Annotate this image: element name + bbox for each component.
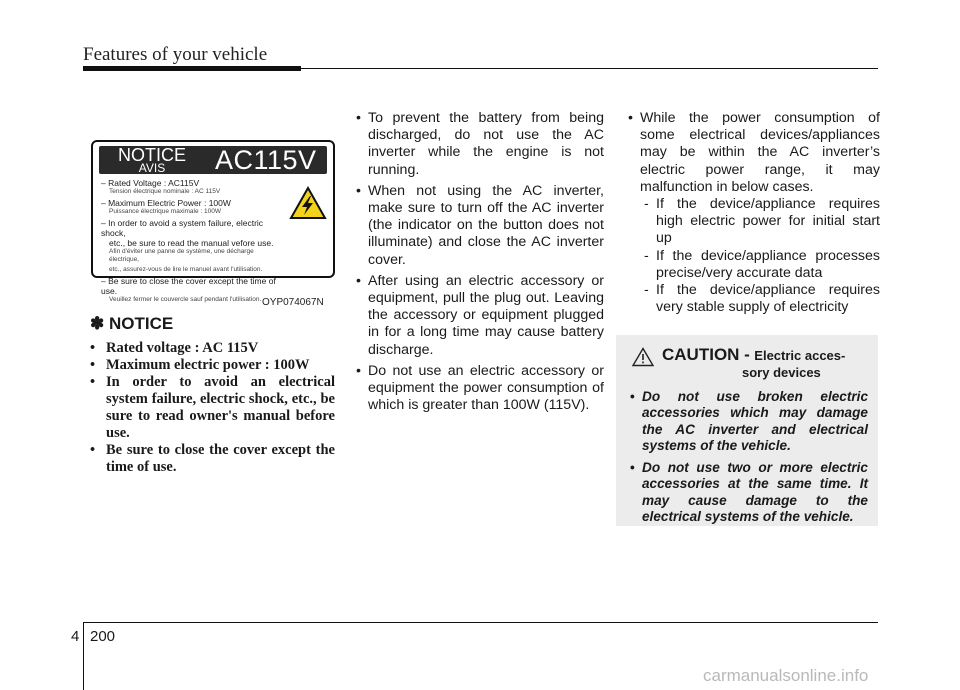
header-rule	[83, 66, 301, 71]
list-item: • To prevent the battery from being discharged, do not use the AC inverter while the engine is not running.	[354, 110, 604, 179]
header-rule-thin	[301, 68, 878, 69]
label-header-bar	[99, 146, 327, 174]
chapter-number: 4	[71, 628, 80, 645]
label-line: – Be sure to close the cover except the time of use.	[101, 276, 276, 296]
caution-subject-cont: sory devices	[742, 365, 821, 380]
label-line: – In order to avoid a system failure, electric shock,	[101, 218, 264, 238]
label-line-sub: Afin d'éviter une panne de système, une décharge électrique,	[109, 248, 254, 263]
caution-label: CAUTION -	[662, 345, 750, 364]
right-column	[626, 110, 880, 316]
label-text-lines	[101, 178, 281, 306]
list-item: • Do not use two or more electric accessories at the same time. It may cause damage to the electrical systems of the vehicle.	[628, 460, 868, 525]
notice-heading: ✽ NOTICE	[90, 314, 174, 333]
list-item: • Rated voltage : AC 115V	[90, 340, 335, 357]
caution-box	[616, 335, 878, 526]
electric-hazard-icon	[289, 186, 327, 220]
label-line-sub: Veuillez fermer le couvercle sauf pendant l'utilisation.	[109, 296, 262, 303]
page-header-title: Features of your vehicle	[83, 44, 268, 65]
label-line-sub: Puissance électrique maximale : 100W	[109, 208, 221, 215]
label-avis-word: AVIS	[138, 161, 166, 175]
label-notice-word: NOTICE	[117, 145, 186, 165]
label-line: – Rated Voltage : AC115V	[101, 178, 200, 188]
list-item: • After using an electric accessory or equipment, pull the plug out. Leaving the accessory or equipment plugged in for a long time may cause battery discharge.	[354, 273, 604, 359]
warning-triangle-icon	[632, 347, 654, 367]
caution-header	[628, 345, 868, 381]
page-number: 200	[90, 628, 116, 645]
list-item: • Do not use broken electric accessories which may damage the AC inverter and electrical systems of the vehicle.	[628, 389, 868, 454]
label-line: – Maximum Electric Power : 100W	[101, 198, 231, 208]
list-item: • While the power consumption of some electrical devices/appliances may be within the AC inverter’s electric power range, it may malfunction in below cases.	[626, 110, 880, 196]
footer-rule	[83, 622, 878, 623]
list-item: • Maximum electric power : 100W	[90, 357, 335, 374]
case-item: - If the device/appliance processes precise/very accurate data	[626, 248, 880, 282]
label-line-sub: Tension électrique nominale : AC 115V	[109, 188, 221, 195]
case-item: - If the device/appliance requires very stable supply of electricity	[626, 282, 880, 316]
figure-code: OYP074067N	[262, 297, 324, 308]
middle-column	[354, 110, 604, 418]
caution-list	[628, 389, 868, 525]
list-item: • Do not use an electric accessory or equipment the power consumption of which is greater than 100W (115V).	[354, 363, 604, 415]
list-item: • In order to avoid an electrical system failure, electric shock, etc., be sure to read owner's manual before use.	[90, 374, 335, 442]
list-item: • Be sure to close the cover except the time of use.	[90, 442, 335, 476]
case-item: - If the device/appliance requires high electric power for initial start up	[626, 196, 880, 248]
label-voltage-text: AC115V	[215, 145, 317, 175]
watermark: carmanualsonline.info	[703, 666, 869, 685]
notice-list	[90, 340, 335, 476]
footer-divider	[83, 622, 84, 690]
caution-subject: Electric acces-	[754, 348, 846, 363]
label-line-sub: etc., assurez-vous de lire le manuel avant l'utilisation.	[109, 266, 263, 273]
list-item: • When not using the AC inverter, make sure to turn off the AC inverter (the indicator on the button does not illuminate) and close the AC inverter cover.	[354, 183, 604, 269]
label-line: etc., be sure to read the manual vefore use.	[109, 238, 274, 248]
